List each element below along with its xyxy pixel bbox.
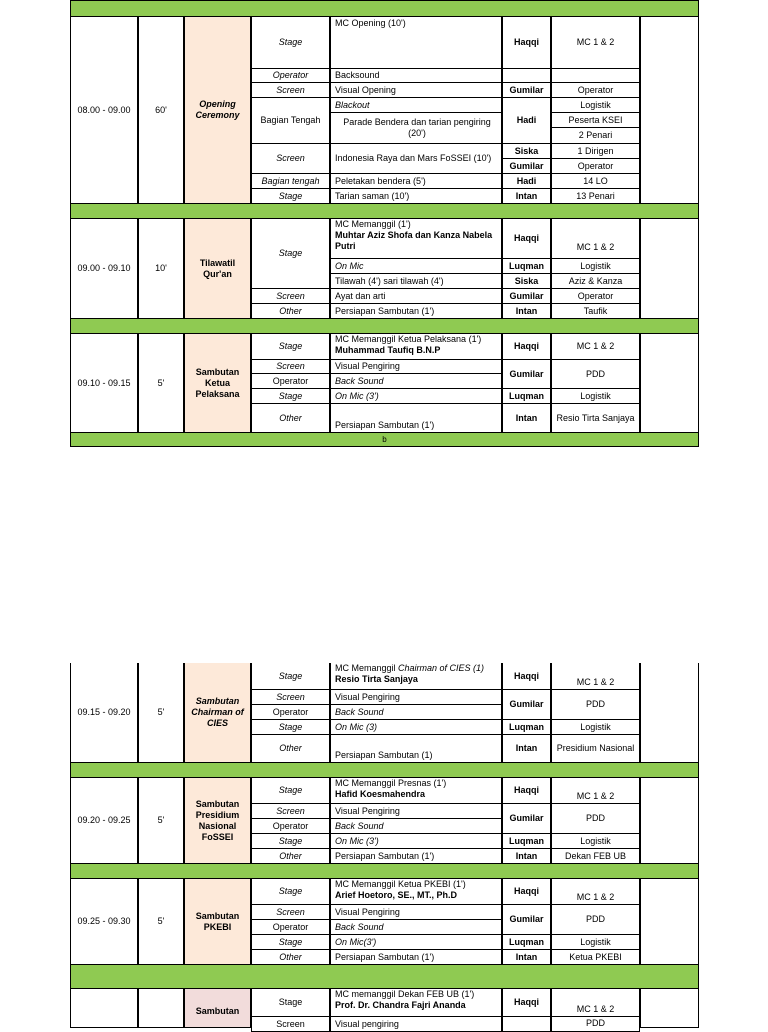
need-cell: Peserta KSEI — [551, 112, 640, 128]
performer-name: Muhtar Aziz Shofa dan Kanza Nabela Putri — [335, 230, 493, 251]
location-cell: Screen — [251, 803, 330, 819]
need-cell: MC 1 & 2 — [551, 988, 640, 1017]
description-cell: Peletakan bendera (5') — [330, 173, 502, 189]
pic-cell: Gumilar — [502, 359, 551, 389]
description-cell: On Mic (3') — [330, 833, 502, 849]
duration-cell: 10' — [138, 218, 184, 319]
need-cell: Dekan FEB UB — [551, 848, 640, 864]
mc-call-text: MC memanggil Dekan FEB UB (1') — [335, 989, 475, 999]
need-cell: 13 Penari — [551, 188, 640, 204]
pic-cell: Luqman — [502, 258, 551, 274]
description-cell — [330, 663, 502, 690]
pic-cell: Haqqi — [502, 878, 551, 905]
pic-cell: Haqqi — [502, 663, 551, 690]
pic-cell: Siska — [502, 273, 551, 289]
location-cell: Operator — [251, 373, 330, 389]
description-cell: Visual Pengiring — [330, 359, 502, 374]
location-cell: Stage — [251, 934, 330, 950]
description-cell: Visual pengiring — [330, 1016, 502, 1032]
location-cell: Operator — [251, 68, 330, 83]
need-cell: MC 1 & 2 — [551, 878, 640, 905]
need-cell: 2 Penari — [551, 127, 640, 144]
mc-call-prefix: MC Memanggil — [335, 663, 399, 673]
description-cell: Back Sound — [330, 818, 502, 834]
need-cell: Logistik — [551, 388, 640, 404]
description-cell: On Mic(3') — [330, 934, 502, 950]
pic-cell: Siska — [502, 143, 551, 159]
description-cell: Persiapan Sambutan (1) — [330, 734, 502, 763]
need-cell: 14 LO — [551, 173, 640, 189]
separator-row — [70, 203, 699, 219]
pic-cell: Intan — [502, 949, 551, 965]
time-cell: 08.00 - 09.00 — [70, 16, 138, 204]
need-cell — [551, 68, 640, 83]
location-cell: Stage — [251, 388, 330, 404]
activity-cell: Sambutan Chairman of CIES — [184, 663, 251, 763]
description-cell — [330, 988, 502, 1017]
location-cell: Other — [251, 848, 330, 864]
location-cell: Stage — [251, 988, 330, 1017]
location-cell: Stage — [251, 719, 330, 735]
location-cell: Stage — [251, 218, 330, 289]
mc-call-text: MC Memanggil Ketua PKEBI (1') — [335, 879, 466, 889]
pic-cell: Luqman — [502, 833, 551, 849]
pic-cell: Gumilar — [502, 803, 551, 834]
speaker-name: Hafid Koesmahendra — [335, 789, 426, 799]
need-cell: 1 Dirigen — [551, 143, 640, 159]
mc-call-text: MC Memanggil Presnas (1') — [335, 778, 447, 788]
time-cell: 09.10 - 09.15 — [70, 333, 138, 433]
description-cell: Tilawah (4') sari tilawah (4') — [330, 273, 502, 289]
description-cell: Persiapan Sambutan (1') — [330, 949, 502, 965]
pic-cell: Haqqi — [502, 988, 551, 1017]
activity-cell: Sambutan — [184, 988, 251, 1028]
need-cell: PDD — [551, 904, 640, 935]
duration-cell: 5' — [138, 663, 184, 763]
need-cell: Resio Tirta Sanjaya — [551, 403, 640, 433]
mc-call-text — [335, 663, 499, 674]
location-cell: Stage — [251, 777, 330, 804]
location-cell: Screen — [251, 143, 330, 174]
mc-call-text: MC Memanggil (1') — [335, 219, 411, 229]
need-cell: Logistik — [551, 97, 640, 113]
pic-cell: Intan — [502, 848, 551, 864]
need-cell: MC 1 & 2 — [551, 16, 640, 69]
need-cell: Logistik — [551, 719, 640, 735]
need-cell: PDD — [551, 1016, 640, 1032]
pic-cell: Luqman — [502, 719, 551, 735]
description-cell: Indonesia Raya dan Mars FoSSEI (10') — [330, 143, 502, 174]
activity-cell: Sambutan Ketua Pelaksana — [184, 333, 251, 433]
pic-cell: Hadi — [502, 173, 551, 189]
activity-cell: Opening Ceremony — [184, 16, 251, 204]
pic-cell: Intan — [502, 734, 551, 763]
pic-cell: Gumilar — [502, 288, 551, 304]
location-cell: Screen — [251, 359, 330, 374]
description-cell: On Mic (3') — [330, 388, 502, 404]
description-cell: Tarian saman (10') — [330, 188, 502, 204]
time-cell: 09.25 - 09.30 — [70, 878, 138, 965]
duration-cell: 5' — [138, 777, 184, 864]
separator-row — [70, 964, 699, 989]
pic-cell: Gumilar — [502, 158, 551, 174]
mc-call-title: Chairman of CIES (1) — [398, 663, 485, 673]
need-cell: Logistik — [551, 258, 640, 274]
time-cell: 09.00 - 09.10 — [70, 218, 138, 319]
note-cell — [640, 16, 699, 204]
location-cell: Screen — [251, 288, 330, 304]
need-cell: Taufik — [551, 303, 640, 319]
separator-row — [70, 0, 699, 17]
speaker-name: Resio Tirta Sanjaya — [335, 674, 418, 684]
location-cell: Screen — [251, 1016, 330, 1032]
description-cell: Back Sound — [330, 373, 502, 389]
description-cell: On Mic — [330, 258, 502, 274]
need-cell — [551, 218, 640, 259]
need-cell: PDD — [551, 689, 640, 720]
pic-cell: Hadi — [502, 97, 551, 144]
location-cell: Bagian Tengah — [251, 97, 330, 144]
description-cell: Back Sound — [330, 919, 502, 935]
separator-row — [70, 318, 699, 334]
need-cell: Logistik — [551, 833, 640, 849]
description-cell — [330, 333, 502, 360]
need-cell: Operator — [551, 82, 640, 98]
need-cell: Ketua PKEBI — [551, 949, 640, 965]
time-cell: 09.20 - 09.25 — [70, 777, 138, 864]
description-cell: On Mic (3) — [330, 719, 502, 735]
schedule-table-page-2 — [70, 663, 699, 1029]
time-cell: 09.15 - 09.20 — [70, 663, 138, 763]
description-cell: Visual Pengiring — [330, 689, 502, 705]
pic-cell: Luqman — [502, 934, 551, 950]
description-cell: Blackout — [330, 97, 502, 113]
description-cell — [330, 218, 502, 259]
footer-separator — [70, 432, 699, 447]
speaker-name: Arief Hoetoro, SE., MT., Ph.D — [335, 890, 458, 900]
description-cell: Back Sound — [330, 704, 502, 720]
note-cell — [640, 218, 699, 319]
need-cell: PDD — [551, 803, 640, 834]
location-cell: Screen — [251, 904, 330, 920]
description-cell: Persiapan Sambutan (1') — [330, 303, 502, 319]
pic-cell: Haqqi — [502, 777, 551, 804]
need-cell: PDD — [551, 359, 640, 389]
location-cell: Stage — [251, 663, 330, 690]
location-cell: Other — [251, 734, 330, 763]
description-cell: Persiapan Sambutan (1') — [330, 403, 502, 433]
pic-cell: Haqqi — [502, 16, 551, 69]
description-cell — [330, 777, 502, 804]
description-cell: MC Opening (10') — [330, 16, 502, 69]
note-cell — [640, 777, 699, 864]
speaker-name: Muhammad Taufiq B.N.P — [335, 345, 441, 355]
description-cell: Visual Opening — [330, 82, 502, 98]
location-cell: Other — [251, 949, 330, 965]
activity-cell: Sambutan Presidium Nasional FoSSEI — [184, 777, 251, 864]
need-cell: Aziz & Kanza — [551, 273, 640, 289]
pic-cell: Gumilar — [502, 689, 551, 720]
location-cell: Bagian tengah — [251, 173, 330, 189]
location-cell: Stage — [251, 833, 330, 849]
location-cell: Stage — [251, 878, 330, 905]
location-cell: Stage — [251, 16, 330, 69]
duration-cell: 60' — [138, 16, 184, 204]
pic-cell: Haqqi — [502, 333, 551, 360]
pic-cell — [502, 68, 551, 83]
pic-cell: Intan — [502, 403, 551, 433]
schedule-table-page-1 — [70, 0, 699, 447]
note-cell — [640, 878, 699, 965]
mc-call-text: MC Memanggil Ketua Pelaksana (1') — [335, 334, 482, 344]
pic-cell: Luqman — [502, 388, 551, 404]
pic-cell: Intan — [502, 188, 551, 204]
need-cell: Operator — [551, 288, 640, 304]
location-cell: Screen — [251, 689, 330, 705]
pic-cell: Intan — [502, 303, 551, 319]
pic-cell: Gumilar — [502, 904, 551, 935]
duration-cell: 5' — [138, 878, 184, 965]
location-cell: Other — [251, 303, 330, 319]
footer-label: b — [382, 435, 387, 444]
location-cell: Other — [251, 403, 330, 433]
separator-row — [70, 762, 699, 778]
need-cell: Operator — [551, 158, 640, 174]
note-cell — [640, 988, 699, 1028]
location-cell: Operator — [251, 919, 330, 935]
note-cell — [640, 333, 699, 433]
activity-cell: Tilawatil Qur'an — [184, 218, 251, 319]
need-text: MC 1 & 2 — [576, 242, 615, 252]
duration-cell: 5' — [138, 333, 184, 433]
location-cell: Stage — [251, 188, 330, 204]
pic-cell: Gumilar — [502, 82, 551, 98]
description-cell: Visual Pengiring — [330, 904, 502, 920]
duration-cell — [138, 988, 184, 1028]
separator-row — [70, 863, 699, 879]
note-cell — [640, 663, 699, 763]
need-cell: Presidium Nasional — [551, 734, 640, 763]
need-cell: MC 1 & 2 — [551, 777, 640, 804]
need-cell: Logistik — [551, 934, 640, 950]
activity-cell: Sambutan PKEBI — [184, 878, 251, 965]
description-cell: Ayat dan arti — [330, 288, 502, 304]
pic-cell — [502, 1016, 551, 1032]
speaker-name: Prof. Dr. Chandra Fajri Ananda — [335, 1000, 466, 1010]
need-cell: MC 1 & 2 — [551, 663, 640, 690]
location-cell: Operator — [251, 704, 330, 720]
location-cell: Operator — [251, 818, 330, 834]
need-cell: MC 1 & 2 — [551, 333, 640, 360]
description-cell: Visual Pengiring — [330, 803, 502, 819]
pic-cell: Haqqi — [502, 218, 551, 259]
description-cell — [330, 878, 502, 905]
description-cell: Backsound — [330, 68, 502, 83]
time-cell — [70, 988, 138, 1028]
description-cell: Persiapan Sambutan (1') — [330, 848, 502, 864]
location-cell: Screen — [251, 82, 330, 98]
description-cell: Parade Bendera dan tarian pengiring (20') — [330, 112, 502, 144]
location-cell: Stage — [251, 333, 330, 360]
